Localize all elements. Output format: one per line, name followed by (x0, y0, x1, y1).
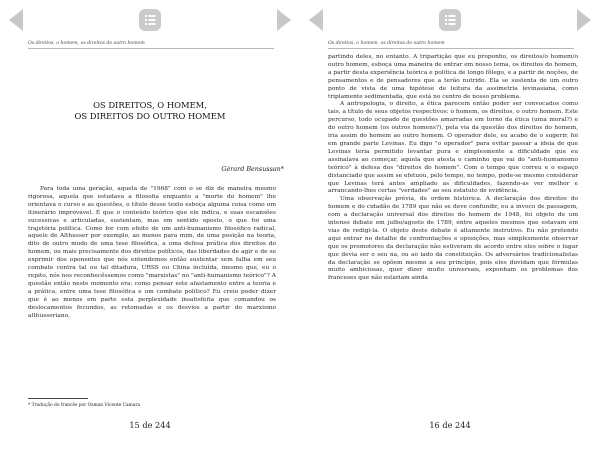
page-number: 16 de 244 (429, 420, 471, 430)
table-of-contents-button[interactable] (439, 9, 461, 31)
next-page-button[interactable] (276, 8, 292, 32)
previous-page-button[interactable] (308, 8, 324, 32)
footnote-divider (28, 398, 88, 399)
table-of-contents-button[interactable] (139, 9, 161, 31)
previous-page-button[interactable] (8, 8, 24, 32)
running-head: Os direitos, o homem, os direitos do outro homem (28, 41, 145, 46)
page-number: 15 de 244 (129, 420, 171, 430)
footnote: * Tradução do francês por Osman Vicente Camara (28, 403, 141, 408)
running-head: Os direitos, o homem, os direitos do outro homem (328, 41, 445, 46)
chapter-title-line-1: OS DIREITOS, O HOMEM, (93, 100, 207, 110)
triangle-left-icon (8, 8, 24, 32)
paragraph: A antropologia, o direito, a ética parecem então poder ser convocados como tais, a título de seus objetos respectivos: o homem, os direitos, o outro homem. Este percurso, todo ocupado de questões amarradas em torno da ética (uma moral?) e do outro homem (os outros homens?), pela via da questão dos direitos do homem, iria assim do homem ao outro homem. O operador dele, eu acabo de o sugerir, foi em grande parte Levinas. Eu digo "o operador" para evitar passar a ideia de que Levinas teria permitido levantar pura e simplesmente a dificuldade que eu assinalava ao começar, aquela que atesta o caminho que vai do "anti-humanismo teórico" à defesa dos "direitos do homem". Com o tempo que correu e o espaço distanciado que assim se efetuou, pelo tempo, no tempo, pode-se mesmo considerar que Levinas terá antes ampliado as dificuldades, fazendo-as ver melhor e arrancando-lhes certas "verdades" ao seu estatuto de evidência. (328, 101, 578, 195)
list-icon (439, 9, 461, 31)
chapter-title (20, 100, 280, 122)
next-page-button[interactable] (576, 8, 592, 32)
body-text (28, 186, 276, 320)
chapter-title-line-2: OS DIREITOS DO OUTRO HOMEM (74, 111, 226, 121)
triangle-left-icon (308, 8, 324, 32)
running-head-divider (28, 48, 274, 49)
triangle-right-icon (576, 8, 592, 32)
right-page (300, 0, 600, 450)
triangle-right-icon (276, 8, 292, 32)
running-head-divider (328, 48, 574, 49)
author-name: Gérard Bensussan* (221, 165, 284, 173)
paragraph: Para toda uma geração, aquela de "1968" com o se diz de maneira mesmo rigorosa, aquela que estudava a filosofia enquanto a "morte do homem" lhe orientava o curso e as questões, o título desse texto esboça alguma coisa como um itinerário improvável. É que o conteúdo teórico que ele indica, e suas escansões sucessivas e articuladas, sustentam, mas em sentido oposto, o que foi uma trajetória política. Como for com efeito de um anti-humanismo filosófico radical, aquele de Althusser por exemplo, ao menos para mim, de uma posição na teoria, dito de outro modo de uma tese filosófica, a uma defesa prática dos direitos do homem, ou mais precisamente dos direitos políticos, das liberdades de agir e de se exprimir dos oponentes que nós entendemos então sustentar sem falha em seu combate contra tal ou tal ditadura, URSS ou China incluída, mesmo que, eu o repito, nós nos reconhecêssemos como "marxistas" no "anti-humanismo teórico"? A questão então neste momento era: como pensar este afastamento entre a teoria e a prática, entre uma tese filosófica e um combate político? Eu creio poder dizer que é ao menos em parte esta perplexidade insatisfeita que comandou os deslocamentos fecundos, as retomadas e os desvios a partir do marxismo althusseriano, (28, 186, 276, 319)
paragraph: partindo deles, no entanto. A tripartição que eu proponho, os direitos/o homem/o outro homem, esboça uma maneira de entrar em nosso tema, os direitos do homem, a partir desta experiência teórica e política de longo fôlego, e a partir de noções, de pensamentos e de pensadores que a terão nutrido. Ela se sustenta de um outro ponto de vista de uma hipótese de leitura da assimetria levinasiana, como triplamente sedimentada, que está no centro de nosso problema. (328, 54, 578, 100)
list-icon (139, 9, 161, 31)
paragraph: Uma observação prévia, de ordem histórica. A declaração dos direitos do homem e do cidadão de 1789 que não se deve confundir, eu a invoco de passagem, com a declaração universal dos direitos do homem de 1948, foi objeto de um intenso debate em julho/agosto de 1789, entre aqueles mesmos que estavam em vias de redigi-la. O objeto deste debate é altamente instrutivo. Eu não pretendo aqui entrar no detalhe de confrontações e oposições, mas simplesmente observar que os promotores da declaração não estiveram de acordo entre eles sobre o lugar que devia ser o seu na, ou ao lado da constituição. Os adversários tradicionalistas da declaração se opõem mesmo a seu princípio, pois eles duvidam que fórmulas muito ambiciosas, quer dizer muito universais, exponham os problemas dos franceses que não estariam ainda (328, 196, 578, 282)
body-text (328, 54, 578, 283)
